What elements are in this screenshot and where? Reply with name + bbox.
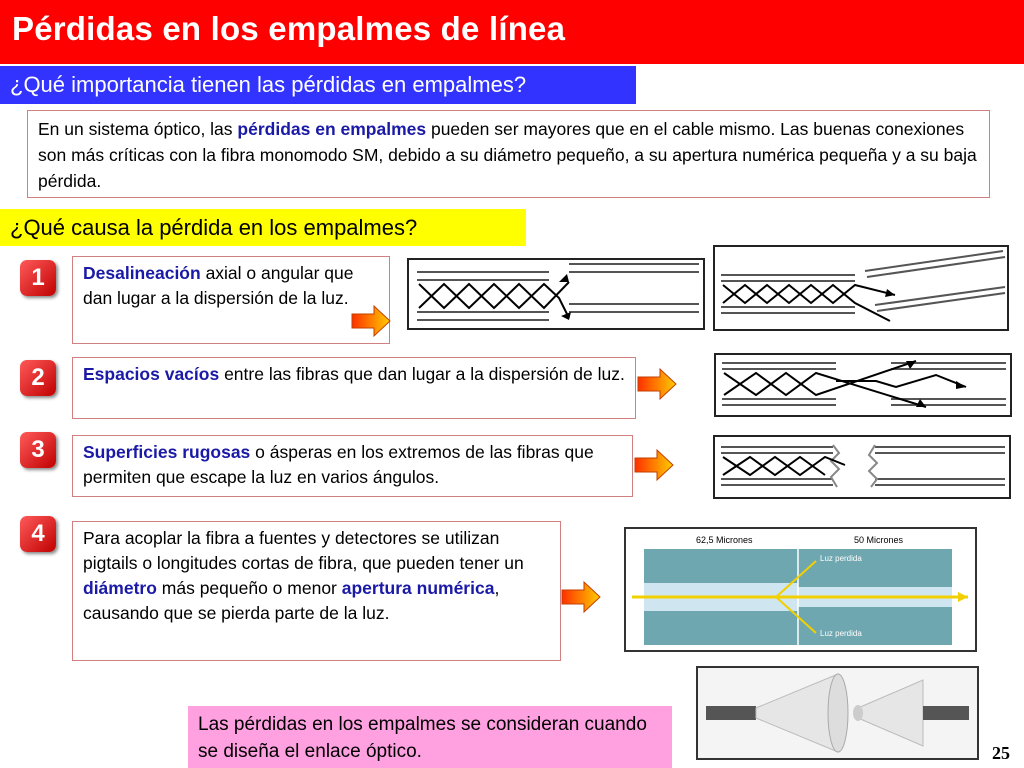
- label-lost-light-bottom: Luz perdida: [820, 629, 862, 638]
- diagram-diameter-mismatch: [624, 527, 977, 652]
- page-title: Pérdidas en los empalmes de línea: [12, 10, 566, 47]
- intro-text: En un sistema óptico, las pérdidas en empalmes pueden ser mayores que en el cable mismo. Las buenas conexiones son más críticas con la fibra monomodo SM, debido a su diámetro pequeño, a su apertura numérica pequeña y a su baja pérdida.: [27, 110, 990, 198]
- label-lost-light-top: Luz perdida: [820, 554, 862, 563]
- number-badge-4: 4: [20, 516, 56, 552]
- arrow-icon: [636, 367, 678, 401]
- page-number: 25: [992, 743, 1010, 763]
- arrow-icon: [633, 448, 675, 482]
- cause-pigtails: Para acoplar la fibra a fuentes y detectores se utilizan pigtails o longitudes cortas de fibra, que pueden tener un diámetro más pequeño o menor apertura numérica, causando que se pierda parte de la luz.: [72, 521, 561, 661]
- question-importance: ¿Qué importancia tienen las pérdidas en empalmes?: [0, 66, 636, 104]
- diagram-rough-ends: [713, 435, 1011, 499]
- arrow-icon: [350, 304, 392, 338]
- number-badge-2: 2: [20, 360, 56, 396]
- diagram-angular-misalignment: [713, 245, 1009, 331]
- cause-gaps: Espacios vacíos entre las fibras que dan lugar a la dispersión de luz.: [72, 357, 636, 419]
- cause-rough-surfaces: Superficies rugosas o ásperas en los extremos de las fibras que permiten que escape la luz en varios ángulos.: [72, 435, 633, 497]
- label-62-5-microns: 62,5 Micrones: [696, 535, 753, 545]
- design-note: Las pérdidas en los empalmes se consideran cuando se diseña el enlace óptico.: [188, 706, 672, 768]
- number-badge-3: 3: [20, 432, 56, 468]
- cause-misalignment: Desalineación axial o angular que dan lugar a la dispersión de la luz.: [72, 256, 390, 344]
- number-badge-1: 1: [20, 260, 56, 296]
- photo-fiber-cones: [696, 666, 979, 760]
- question-causes: ¿Qué causa la pérdida en los empalmes?: [0, 209, 526, 246]
- diagram-gap: [714, 353, 1012, 417]
- diagram-axial-misalignment: [407, 258, 705, 330]
- arrow-icon: [560, 580, 602, 614]
- highlight-splice-losses: pérdidas en empalmes: [237, 119, 427, 139]
- label-50-microns: 50 Micrones: [854, 535, 904, 545]
